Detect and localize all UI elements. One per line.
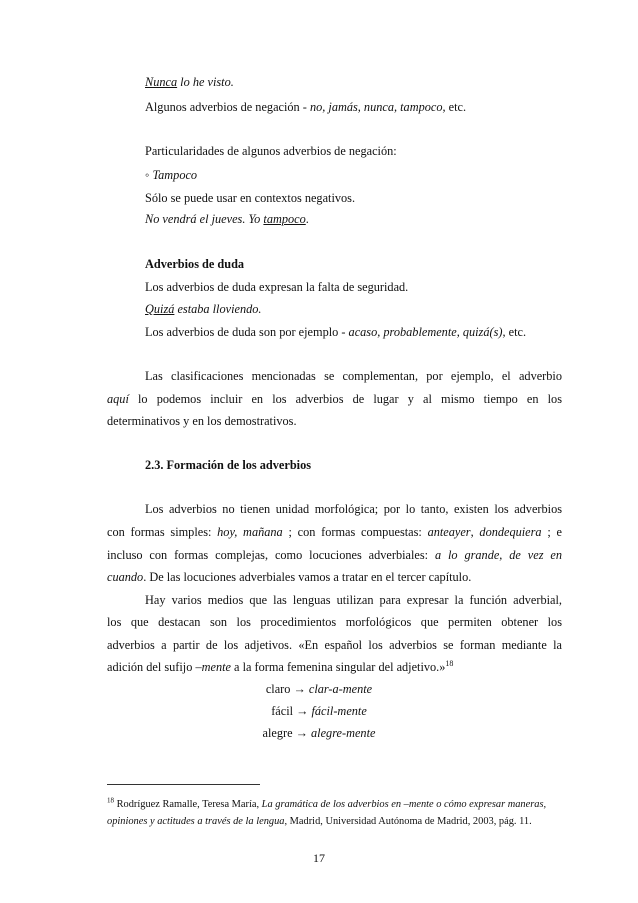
paragraph-line: Hay varios medios que las lenguas utilizan para expresar la función adverbial, [145, 593, 562, 607]
page-number: 17 [313, 851, 325, 865]
paragraph-line: Los adverbios no tienen unidad morfológica; por lo tanto, existen los adverbios [145, 502, 562, 516]
paragraph-line: determinativos y en los demostrativos. [107, 414, 297, 428]
paragraph-line: adverbios a partir de los adjetivos. «En español los adverbios se forman mediante la [107, 638, 562, 652]
paragraph-line: Las clasificaciones mencionadas se complementan, por ejemplo, el adverbio [145, 369, 562, 383]
section-heading: Adverbios de duda [145, 257, 245, 271]
text-line: Particularidades de algunos adverbios de negación: [145, 144, 397, 158]
example-line: Nunca lo he visto. [145, 75, 234, 89]
text-line: Los adverbios de duda son por ejemplo - acaso, probablemente, quizá(s), etc. [145, 325, 527, 339]
text-line: Algunos adverbios de negación - no, jamás, nunca, tampoco, etc. [145, 100, 467, 114]
paragraph-line: los que destacan son los procedimientos morfológicos que permiten obtener los [107, 615, 562, 629]
example-line: Quizá estaba lloviendo. [145, 302, 262, 316]
bullet-line: ◦ Tampoco [145, 168, 198, 182]
paragraph-line: adición del sufijo –mente a la forma femenina singular del adjetivo.»$^{18}$ [107, 658, 454, 674]
footnote-line: opiniones y actitudes a través de la lengua, Madrid, Universidad Autónoma de Madrid, 2003, pág. 11. [107, 816, 532, 827]
text-line: Los adverbios de duda expresan la falta de seguridad. [145, 280, 409, 294]
footnote-separator [107, 784, 260, 785]
paragraph-line: incluso con formas complejas, como locuciones adverbiales: a lo grande, de vez en [107, 548, 562, 562]
footnote-ref: 18 [445, 658, 454, 668]
paragraph-line: cuando. De las locuciones adverbiales vamos a tratar en el tercer capítulo. [107, 570, 472, 584]
example-line: No vendrá el jueves. Yo tampoco. [145, 212, 309, 226]
subsection-heading: 2.3. Formación de los adverbios [145, 458, 312, 472]
text-line: Sólo se puede usar en contextos negativos. [145, 191, 356, 205]
paragraph-line: aquí lo podemos incluir en los adverbios de lugar y al mismo tiempo en los [107, 392, 562, 406]
example-derivation: claro → clar-a-mente [265, 682, 373, 696]
footnote-line: $^{18}$ Rodríguez Ramalle, Teresa María, La gramática de los adverbios en –mente o cómo expresar maneras, [107, 796, 547, 810]
example-derivation: fácil → fácil-mente [271, 704, 367, 718]
paragraph-line: con formas simples: hoy, mañana ; con formas compuestas: anteayer, dondequiera ; e [107, 525, 562, 539]
example-derivation: alegre → alegre-mente [262, 726, 376, 740]
